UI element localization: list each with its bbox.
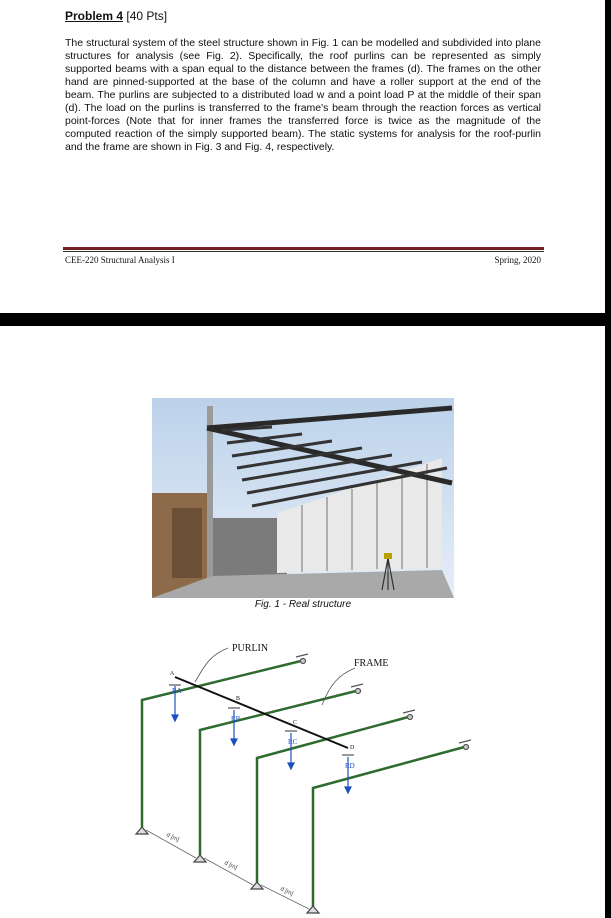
node-c: C xyxy=(293,720,298,726)
reaction-rd: RD xyxy=(345,762,355,770)
frame-label: FRAME xyxy=(354,658,389,669)
figure-1-caption: Fig. 1 - Real structure xyxy=(254,599,352,610)
footer-rule xyxy=(63,247,544,250)
structure-diagram xyxy=(0,630,605,918)
node-a: A xyxy=(170,671,175,677)
spacing-label-2: d [m] xyxy=(223,860,238,872)
node-d: D xyxy=(350,745,355,751)
page-1 xyxy=(0,0,605,313)
node-b: B xyxy=(236,696,241,702)
footer-term: Spring, 2020 xyxy=(494,255,541,265)
reaction-rb: RB xyxy=(231,715,241,723)
real-structure-photo xyxy=(152,398,454,598)
footer-rule-thin xyxy=(63,251,544,252)
footer-course: CEE-220 Structural Analysis I xyxy=(65,255,175,265)
reaction-rc: RC xyxy=(288,738,298,746)
page-edge xyxy=(605,0,611,918)
purlin-label: PURLIN xyxy=(232,643,269,654)
purlin-leader xyxy=(195,648,228,682)
problem-heading xyxy=(65,9,167,23)
frames xyxy=(142,660,468,906)
problem-body: The structural system of the steel structure shown in Fig. 1 can be modelled and subdivided into plane structures for analysis (see Fig. 2). Specifically, the roof purlins can be represented as simply supported beams with a span equal to the distance between the frames (d). The frames on the other hand are pinned-supported at the base of the column and have a roller support at the end of the beam. The purlins are subjected to a distributed load w and a point load P at the middle of their span (d). The load on the purlins is transferred to the frame's beam through the reaction forces as vertical point-forces (Note that for inner frames the transferred force is twice as the magnitude of the computed reaction of the simply supported beam). The static systems for analysis for the roof-purlin and the frame are shown in Fig. 3 and Fig. 4, respectively. xyxy=(65,37,541,153)
problem-title: Problem 4 xyxy=(65,9,124,23)
reaction-ra: RA xyxy=(172,687,182,695)
spacing-label-1: d [m] xyxy=(165,832,180,844)
spacing-label-3: d [m] xyxy=(279,886,294,898)
problem-points: [40 Pts] xyxy=(126,9,168,23)
